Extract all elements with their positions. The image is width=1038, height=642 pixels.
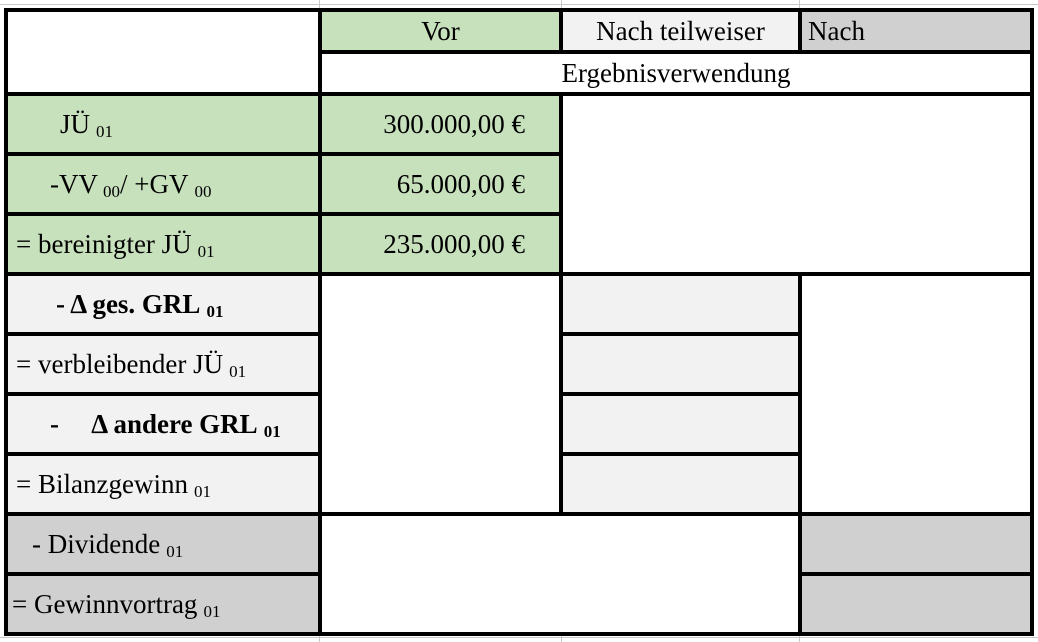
header-nach-label: Nach — [808, 15, 865, 46]
value-vor-jue[interactable] — [318, 92, 563, 156]
value-vor-bereinigter-jue[interactable] — [318, 212, 563, 276]
value-vor-bereinigter-jue-text: 235.000,00 € — [383, 228, 525, 259]
row-label-jue[interactable] — [4, 92, 322, 156]
header-nach-teilweiser[interactable] — [559, 8, 802, 54]
value-nach-gewinnvortrag[interactable] — [798, 572, 1034, 636]
row-label-delta-ges-grl-text: - Δ ges. GRL — [56, 288, 201, 319]
header-vor[interactable] — [318, 8, 563, 54]
row-label-vv-text: -VV — [50, 168, 98, 199]
merged-empty-nach-block[interactable] — [798, 272, 1034, 516]
row-label-jue-sub: 01 — [96, 121, 114, 141]
row-label-gewinnvortrag-text: = Gewinnvortrag — [12, 588, 198, 619]
row-label-bilanzgewinn-text: = Bilanzgewinn — [16, 468, 188, 499]
gridline — [0, 637, 1038, 638]
value-teilweiser-verbleibender-jue[interactable] — [559, 332, 802, 396]
merged-empty-block-top[interactable] — [559, 92, 1034, 276]
gridline — [0, 4, 1038, 5]
row-label-gewinnvortrag[interactable] — [4, 572, 322, 636]
value-vor-vv-gv-text: 65.000,00 € — [396, 168, 525, 199]
row-label-verbleibender-jue[interactable] — [4, 332, 322, 396]
row-label-dividende[interactable] — [4, 512, 322, 576]
row-label-bereinigter-jue-sub: 01 — [197, 241, 215, 261]
row-label-gv-text: / +GV — [120, 168, 189, 199]
row-label-gv-sub: 00 — [194, 181, 212, 201]
row-label-vv-sub: 00 — [103, 181, 120, 201]
row-label-bereinigter-jue[interactable] — [4, 212, 322, 276]
row-label-delta-ges-grl[interactable] — [4, 272, 322, 336]
merged-empty-vor-block[interactable] — [318, 272, 563, 516]
row-label-delta-ges-grl-sub: 01 — [206, 301, 224, 321]
row-label-bilanzgewinn[interactable] — [4, 452, 322, 516]
row-label-dividende-text: - Dividende — [32, 528, 161, 559]
value-vor-vv-gv[interactable] — [318, 152, 563, 216]
header-nach[interactable] — [798, 8, 1034, 54]
row-label-delta-andere-grl-text: - Δ andere GRL — [50, 408, 258, 439]
row-label-vv-gv[interactable] — [4, 152, 322, 216]
merged-empty-block-bottom[interactable] — [318, 512, 802, 636]
value-teilweiser-delta-andere-grl[interactable] — [559, 392, 802, 456]
row-label-jue-text: JÜ — [60, 108, 91, 139]
value-teilweiser-bilanzgewinn[interactable] — [559, 452, 802, 516]
corner-cell[interactable] — [4, 8, 322, 96]
row-label-bilanzgewinn-sub: 01 — [193, 481, 211, 501]
value-teilweiser-delta-ges-grl[interactable] — [559, 272, 802, 336]
value-nach-dividende[interactable] — [798, 512, 1034, 576]
header-vor-label: Vor — [421, 15, 460, 46]
row-label-verbleibender-jue-text: = verbleibender JÜ — [16, 348, 224, 379]
value-vor-jue-text: 300.000,00 € — [383, 108, 525, 139]
row-label-delta-andere-grl[interactable] — [4, 392, 322, 456]
row-label-delta-andere-grl-sub: 01 — [263, 421, 281, 441]
header-nach-teilweiser-label: Nach teilweiser — [596, 15, 765, 46]
header-ergebnisverwendung-label: Ergebnisverwendung — [561, 57, 791, 88]
row-label-bereinigter-jue-text: = bereinigter JÜ — [16, 228, 192, 259]
header-ergebnisverwendung[interactable] — [318, 50, 1034, 96]
row-label-verbleibender-jue-sub: 01 — [229, 361, 247, 381]
row-label-gewinnvortrag-sub: 01 — [203, 601, 221, 621]
row-label-dividende-sub: 01 — [166, 541, 184, 561]
